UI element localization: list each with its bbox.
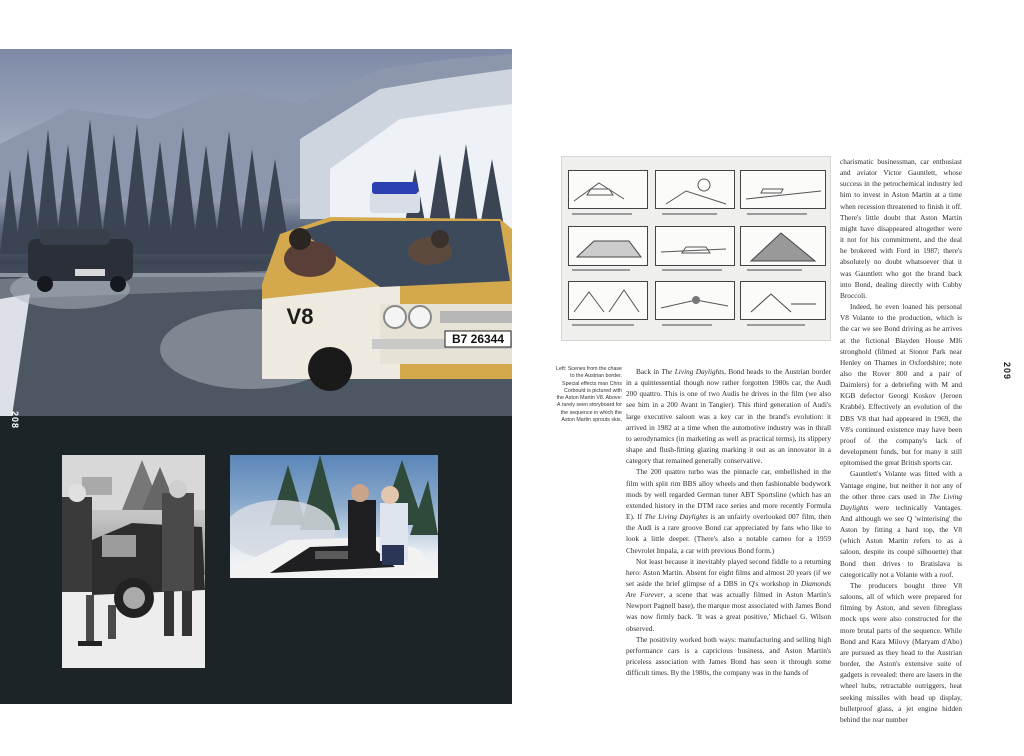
photo-mechanic-with-aston-martin bbox=[62, 455, 205, 668]
storyboard-frame bbox=[655, 170, 735, 209]
page-number-right: 209 bbox=[1002, 362, 1012, 381]
storyboard-frame bbox=[568, 170, 648, 209]
text-run: charismatic businessman, car enthusiast and aviator Victor Gauntlett, whose success in the petrochemical industry led him to invest in Aston Martin at a time when recession threatened to finish it off. There's little doubt that Aston Martin might have disappeared altogether were it not for his commitment, and the deal he brokered with Ford in 1987; there's absolutely no doubt whatsoever that it was Gauntlett who got the brand back into Bond, dealing directly with Cubby Broccoli. bbox=[840, 157, 962, 300]
text-run: Back in bbox=[636, 367, 662, 376]
text-run: were technically Vantages. And although we see Q 'winterising' the Aston by fitting a hard top, the V8 (which Aston Martin refers to as a saloon, despite its coupé silhouette) that Bond then drives to Bratislava is categorically not a Volante with a roof. bbox=[840, 502, 962, 579]
storyboard-frame bbox=[740, 281, 826, 320]
storyboard-frame bbox=[655, 226, 735, 266]
photo-caption: Left: Scenes from the chase to the Austrian border. Special effects man Chris Corbould is pictured with the Aston Martin V8. Above: A rarely seen storyboard for the sequence in which the Aston Martin sprouts skis. bbox=[556, 366, 622, 424]
storyboard-frame bbox=[740, 170, 826, 209]
police-car-door-text: V8 bbox=[286, 304, 314, 329]
text-run: Not least because it inevitably played second fiddle to a returning hero: Aston Martin. Absent for eight films and almost 20 years (if we set aside the brief glimpse of a DBS in Q's workshop in bbox=[626, 556, 831, 588]
italic-title: The Living Daylights bbox=[644, 512, 708, 522]
body-text-column-2 bbox=[840, 156, 962, 725]
body-text-column-1 bbox=[626, 366, 831, 678]
body-paragraph bbox=[840, 580, 962, 725]
storyboard-frame bbox=[655, 281, 735, 320]
storyboard-frame bbox=[568, 281, 648, 320]
body-paragraph bbox=[840, 468, 962, 580]
text-run: is an unfairly overlooked 007 film, then the Audi is a rare groove Bond car appreciated by fans who like to look a little deeper. (There's also a notable cameo for a 1959 Chevrolet Impala, a car with previous Bond form.) bbox=[626, 512, 831, 555]
storyboard-frame bbox=[568, 226, 648, 266]
italic-title: The Living Daylights bbox=[840, 491, 963, 512]
page-number-left: 208 bbox=[10, 411, 20, 430]
body-paragraph bbox=[626, 634, 831, 679]
body-paragraph bbox=[626, 466, 831, 555]
italic-title: Diamonds Are Forever bbox=[626, 578, 831, 600]
text-run: , a scene that was actually filmed in Aston Martin's Newport Pagnell base), the marque most associated with James Bond was now firmly back. 'It was a great positive,' Michael G. Wilson observed. bbox=[626, 590, 831, 633]
photo-color-art bbox=[230, 455, 438, 578]
text-run: Gauntlett's Volante was fitted with a Vantage engine, but neither it nor any of the other three cars used in bbox=[840, 469, 962, 501]
left-page bbox=[0, 49, 512, 704]
italic-title: The Living Daylights bbox=[661, 367, 725, 376]
police-car-plate: B7 26344 bbox=[451, 332, 505, 346]
body-paragraph bbox=[840, 301, 962, 468]
text-run: The positivity worked both ways: manufacturing and selling high performance cars is a capricious business, and Aston Martin's priceless association with James Bond has seen it through some difficult times. By the 1980s, the company was in the hands of bbox=[626, 634, 831, 678]
text-run: The producers bought three V8 saloons, all of which were prepared for filming by Aston, and seven fibreglass mock ups were also constructed for the more brutal parts of the sequence. While Bond and Kara Milovy (Maryam d'Abo) are pursued as they head to the Austrian border, the Aston's extensive suite of gadgets is revealed: there are lasers in the wheel hubs, retractable outriggers, heat seeking missiles with head up display, bulletproof glass, a jet engine hidden behind the rear number bbox=[840, 580, 962, 724]
body-paragraph bbox=[626, 366, 831, 466]
body-paragraph bbox=[840, 156, 962, 301]
photo-crew-with-smoking-car bbox=[230, 455, 438, 578]
text-run: Indeed, he even loaned his personal V8 Volante to the production, which is the car we see Bond driving as he arrives at the fictional Blayden House MI6 stronghold (filmed at Stonor Park near Henley on Thames in Oxfordshire; note also the Rover 800 and a pair of Daimlers) for a debriefing with M and KGB defector Georgi Koskov (Jeroen Krabbé). Effectively an evolution of the DBS V8 that had appeared in 1969, the V8's continued existence may have been proof of the company's lack of development funds, but for many it still epitomised the great British sports car. bbox=[840, 302, 962, 468]
body-paragraph bbox=[626, 556, 831, 634]
text-run: , Bond heads to the Austrian border in a quintessential though now rather forgotten 1980s car, the Audi 200 quattro. This is one of two Audis he drives in the film (we also see him in a 200 Avant in Tangier). This third generation of Audi's large executive saloon was a key car in the brand's evolution: it arrived in 1982 at a time when the automotive industry was in thrall to aerodynamics (in marketing as well as practical terms), its slippery shape and flush-fitting glazing marking it out as an innovator in a category that remained generally conservative. bbox=[626, 367, 831, 466]
hero-photo-art bbox=[0, 49, 512, 416]
photo-bw-art bbox=[62, 455, 205, 668]
text-run: The 200 quattro turbo was the pinnacle car, embellished in the film with split rim BBS alloy wheels and then fashionable bodywork mods by well regarded German tuner ABT Sportsline (which has an extended history in the DTM race series and more recently Formula E). If bbox=[626, 467, 831, 522]
hero-photo-police-chase bbox=[0, 49, 512, 416]
storyboard-sheet bbox=[561, 156, 831, 341]
storyboard-frame bbox=[740, 226, 826, 266]
